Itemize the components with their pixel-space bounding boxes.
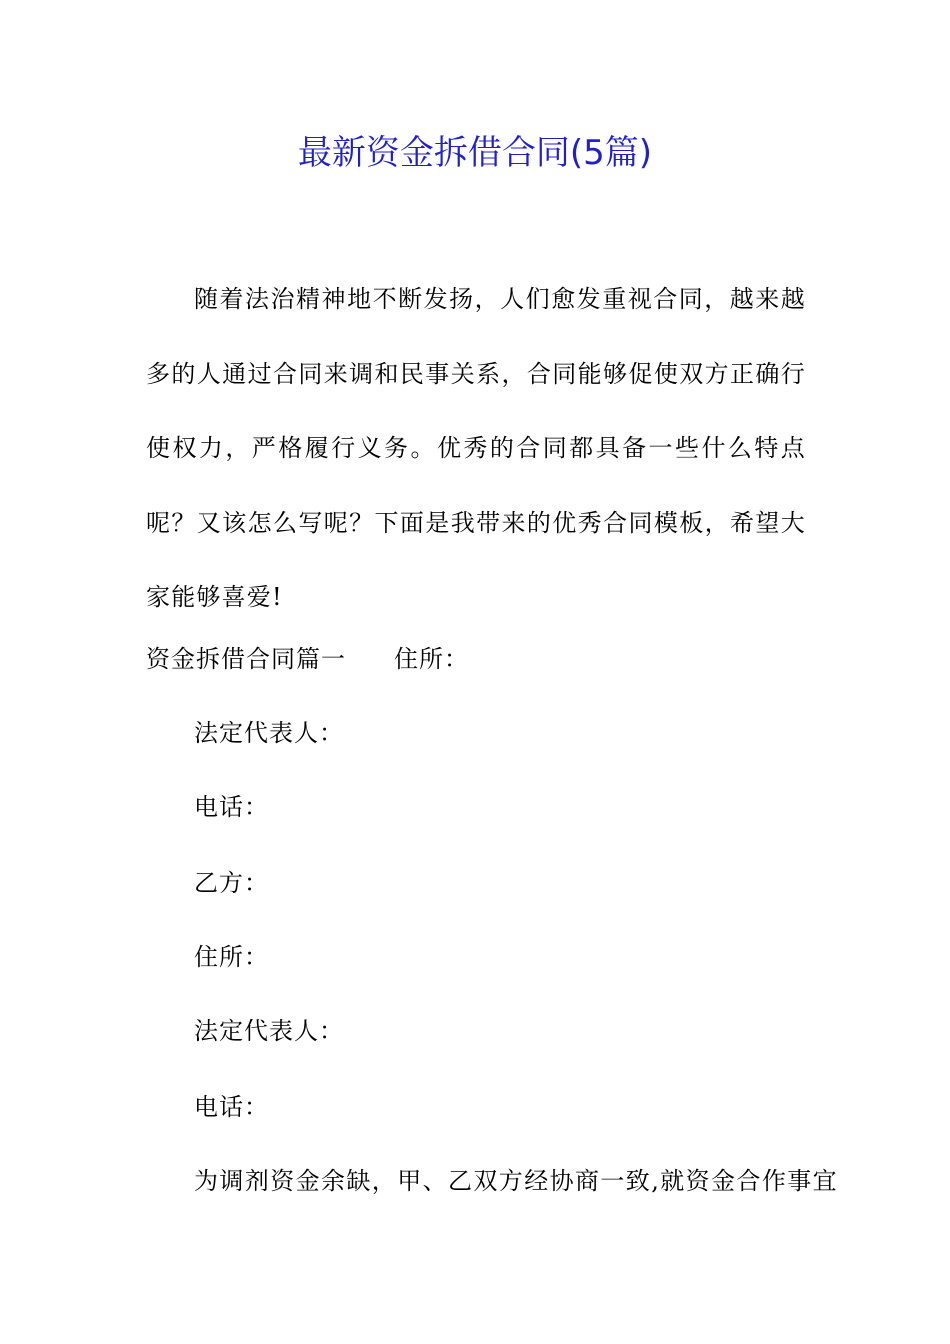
document-title: 最新资金拆借合同(5篇) [297, 133, 653, 173]
section-heading-title: 资金拆借合同篇一 [146, 645, 346, 673]
intro-paragraph: 随着法治精神地不断发扬，人们愈发重视合同，越来越多的人通过合同来调和民事关系，合同能够促使双方正确行使权力，严格履行义务。优秀的合同都具备一些什么特点呢？又该怎么写呢？下面是我带来的优秀合同模板，希望大家能够喜爱! [146, 285, 806, 611]
contract-body-line: 为调剂资金余缺，甲、乙双方经协商一致,就资金合作事宜 [194, 1167, 839, 1195]
section-heading-field: 住所： [394, 645, 469, 673]
party-a-phone-line: 电话： [194, 793, 269, 821]
party-b-phone-line: 电话： [194, 1093, 269, 1121]
party-b-line: 乙方： [194, 869, 269, 897]
party-b-representative-line: 法定代表人： [194, 1017, 344, 1045]
section-heading [146, 642, 469, 676]
party-a-representative-line: 法定代表人： [194, 719, 344, 747]
party-b-address-line: 住所： [194, 943, 269, 971]
